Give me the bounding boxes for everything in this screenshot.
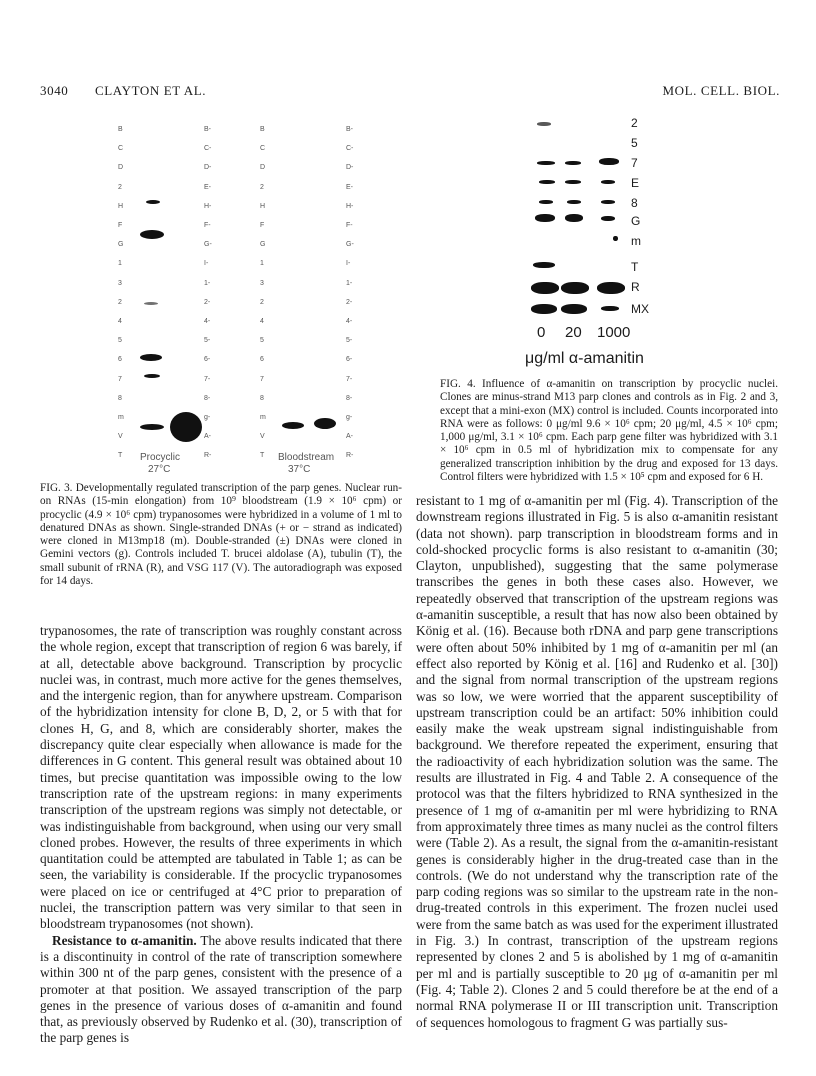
fig3-row-label: 1	[118, 260, 122, 268]
fig3-spot-procyclic-g	[140, 230, 164, 239]
page-number: 3040	[40, 83, 69, 98]
fig4-band-1000-g	[601, 216, 615, 221]
fig3-row-label: B-	[204, 126, 211, 133]
fig3-row-label: G-	[346, 241, 354, 249]
fig4-concentration-0: 0	[537, 324, 546, 341]
fig3-row-label: 6	[118, 356, 122, 364]
left-paragraph-1: trypanosomes, the rate of transcription was roughly constant across the whole region, except that transcription of region 6 was barely, if at all, detectable above background. Transcription by procyclic nuclei was, in contrast, much more active for the genes themselves, and the intergenic region, than for anywhere upstream. Comparison of the hybridization intensity for clone B, D, 2, or 5 with that for clones H, G, and 8, which are considerably shorter, makes the discrepancy quite clear especially when allowance is made for the differences in G content. This general result was obtained about 10 times, but precise quantitation was impossible owing to the low transcription rate of the upstream regions: in many experiments transcription of the upstream regions was simply not detectable, or was indistinguishable from background, when using our very small cloned probes. However, the results of three experiments in which quantitation could be attempted are tabulated in Table 1; as can be seen, the variability is considerable. If the procyclic trypanosomes were placed on ice or centrifuged at 4°C prior to preparation of nuclei, the transcription pattern was very similar to that seen in bloodstream trypanosomes (not shown).	[40, 623, 402, 932]
fig3-panel-label-bloodstream: Bloodstream	[278, 452, 335, 463]
fig3-row-label: V	[118, 433, 123, 441]
fig4-band-20-mx	[561, 304, 587, 314]
fig3-row-label: 8-	[346, 394, 353, 402]
fig4-band-0-mx	[531, 304, 557, 314]
fig4-band-0-2	[537, 122, 551, 126]
fig3-row-label: 1-	[346, 279, 353, 287]
fig3-spot-procyclic-t	[140, 424, 164, 430]
fig3-row-label: C-	[346, 145, 354, 153]
fig3-row-label: 1-	[204, 279, 211, 287]
fig4-row-label: R	[631, 280, 640, 294]
fig3-row-label: 7-	[346, 375, 353, 383]
fig3-row-label: 2-	[204, 298, 211, 306]
fig3-row-label: G-	[204, 241, 212, 249]
fig3-row-label: g-	[204, 414, 211, 421]
fig3-row-label: C-	[204, 145, 212, 153]
fig4-row-label: G	[631, 214, 641, 228]
fig3-panel-temp-procyclic: 27°C	[148, 464, 171, 475]
fig3-row-label: F-	[204, 222, 211, 229]
left-paragraph-2-container	[40, 933, 402, 1047]
fig3-row-label: 3	[260, 279, 264, 287]
fig4-band-1000-8	[601, 200, 615, 204]
fig4-row-label: 7	[631, 156, 638, 170]
fig3-row-label: B-	[346, 126, 353, 133]
fig3-spot-procyclic-r	[170, 412, 202, 442]
fig3-row-label: E-	[204, 183, 211, 191]
fig3-row-label: T	[260, 452, 265, 460]
fig3-row-label: 7	[260, 375, 264, 383]
fig3-row-label: D	[260, 164, 266, 172]
fig3-row-label: R-	[204, 452, 212, 460]
fig4-row-label: 2	[631, 116, 638, 130]
fig3-row-label: 6-	[346, 356, 353, 364]
fig3-row-label: C	[260, 145, 266, 153]
fig3-row-label: I-	[204, 260, 209, 268]
fig3-spot-procyclic-7	[140, 354, 162, 361]
fig3-spot-procyclic-h	[146, 200, 160, 204]
fig3-row-label: 4-	[346, 318, 353, 325]
fig3-row-label: T	[118, 452, 123, 460]
fig4-autoradiograph	[525, 114, 765, 376]
fig3-row-label: 5	[118, 337, 122, 345]
fig3-panel-temp-bloodstream: 37°C	[288, 464, 311, 475]
fig4-row-label: 5	[631, 136, 638, 150]
fig4-axis-label: μg/ml α-amanitin	[525, 350, 644, 367]
journal-name: MOL. CELL. BIOL.	[662, 83, 780, 98]
fig4-band-20-7	[565, 161, 581, 165]
fig3-row-label: 2	[118, 298, 122, 306]
fig3-row-label: I-	[346, 260, 351, 268]
fig3-row-label: B	[260, 126, 265, 133]
fig4-band-1000-mx	[601, 306, 619, 311]
fig3-row-label: 7-	[204, 375, 211, 383]
fig3-row-label: F	[118, 222, 123, 229]
fig3-row-label: 6-	[204, 356, 211, 364]
fig3-row-label: 4	[260, 318, 264, 325]
fig4-band-0-g	[535, 214, 555, 222]
fig3-row-label: R-	[346, 452, 354, 460]
fig3-row-label: D-	[204, 164, 212, 172]
fig4-band-1000-m	[613, 236, 618, 241]
fig3-row-label: 2	[118, 183, 122, 191]
running-authors: CLAYTON ET AL.	[95, 83, 207, 98]
fig3-row-label: F-	[346, 222, 353, 229]
left-paragraph-2: The above results indicated that there is a discontinuity in control of the rate of transcription somewhere within 300 nt of the parp genes, consistent with the presence of a promoter at that position. We assayed transcription of the parp genes in the presence of various doses of α-amanitin and found that, as previously observed by Rudenko et al. (30), transcription of the parp genes is	[40, 932, 402, 1046]
fig3-row-label: 4-	[204, 318, 211, 325]
fig3-row-label: m	[260, 414, 266, 421]
fig3-row-label: C	[118, 145, 124, 153]
fig3-row-label: E-	[346, 183, 353, 191]
fig3-row-label: m	[118, 414, 124, 421]
fig4-band-0-t	[533, 262, 555, 268]
fig3-row-label: 3	[118, 279, 122, 287]
fig4-band-0-r	[531, 282, 559, 294]
fig3-row-label: 2	[260, 183, 264, 191]
fig3-row-label: H	[260, 202, 266, 210]
fig3-row-label: 7	[118, 375, 122, 383]
fig3-spot-procyclic-8	[144, 374, 160, 378]
fig4-band-0-8	[539, 200, 553, 204]
fig3-row-label: D-	[346, 164, 354, 172]
fig3-row-label: H	[118, 202, 124, 210]
fig4-row-label: 8	[631, 196, 638, 210]
fig3-row-label: G	[260, 241, 266, 249]
fig3-row-label: D	[118, 164, 124, 172]
fig3-row-label: B	[118, 126, 123, 133]
fig3-row-label: H-	[204, 202, 212, 210]
fig3-row-label: A-	[346, 433, 353, 441]
fig3-row-label: 8	[118, 394, 122, 402]
fig4-caption: FIG. 4. Influence of α-amanitin on transcription by procyclic nuclei. Clones are minus-strand M13 parp clones and controls as in Fig. 2 and 3, except that a mini-exon (MX) control is included. Counts incorporated into RNA were as follows: 0 μg/ml 9.6 × 10⁶ cpm; 20 μg/ml, 4.5 × 10⁶ cpm; 1,000 μg/ml, 3.1 × 10⁶ cpm. Each parp gene filter was hybridized with 3.1 × 10⁶ cpm in 0.5 ml of hybridization mix to compensate for any generalized transcription inhibition by the drug and exposed for 13 days. Control filters were hybridized with 1.5 × 10⁵ cpm and exposed for 6 H.	[440, 378, 778, 484]
fig4-band-0-7	[537, 161, 555, 165]
fig4-band-20-e	[565, 180, 581, 184]
fig3-panel-label-procyclic: Procyclic	[140, 452, 181, 463]
fig3-row-label: F	[260, 222, 265, 229]
fig4-row-label: T	[631, 260, 639, 274]
fig4-band-1000-e	[601, 180, 615, 184]
fig4-band-1000-r	[597, 282, 625, 294]
fig4-band-1000-7	[599, 158, 619, 165]
fig3-row-label: A-	[204, 433, 211, 441]
section-heading-resistance: Resistance to α-amanitin.	[52, 932, 197, 948]
fig3-caption: FIG. 3. Developmentally regulated transcription of the parp genes. Nuclear run-on RNAs (15-min elongation) from 10⁹ bloodstream (1.9 × 10⁶ cpm) or procyclic (4.9 × 10⁶ cpm) trypanosomes were hybridized in a volume of 1 ml to denatured DNAs as shown. Single-stranded DNAs (+ or − strand as indicated) were cloned in M13mp18 (m). Double-stranded (±) DNAs were cloned in Gemini vectors (g). Controls included T. brucei aldolase (A), tubulin (T), the small subunit of rRNA (R), and VSG 117 (V). The autoradiograph was exposed for 14 days.	[40, 482, 402, 588]
fig3-row-label: 5-	[204, 337, 211, 345]
fig3-row-label: 2-	[346, 298, 353, 306]
fig3-row-label: 8-	[204, 394, 211, 402]
fig4-row-label: E	[631, 176, 640, 190]
fig3-row-label: 5	[260, 337, 264, 345]
fig4-band-20-r	[561, 282, 589, 294]
fig4-band-20-8	[567, 200, 581, 204]
fig4-row-label: m	[631, 234, 641, 248]
fig3-row-label: 2	[260, 298, 264, 306]
right-column	[416, 493, 778, 1031]
fig3-spot-bloodstream-t	[282, 422, 304, 429]
fig3-row-label: 8	[260, 394, 264, 402]
fig3-spot-bloodstream-r	[314, 418, 336, 429]
fig4-concentration-1000: 1000	[597, 324, 631, 341]
fig3-row-label: 4	[118, 318, 122, 325]
fig4-band-20-g	[565, 214, 583, 222]
left-column	[40, 623, 402, 1047]
fig3-row-label: V	[260, 433, 265, 441]
fig4-row-label: MX	[631, 302, 649, 316]
fig4-concentration-20: 20	[565, 324, 582, 341]
fig4-band-0-e	[539, 180, 555, 184]
fig3-row-label: H-	[346, 202, 354, 210]
fig3-row-label: G	[118, 241, 124, 249]
fig3-row-label: g-	[346, 414, 353, 421]
fig3-spot-procyclic-4	[144, 302, 158, 305]
fig3-row-label: 1	[260, 260, 264, 268]
fig3-row-label: 5-	[346, 337, 353, 345]
fig3-autoradiograph	[108, 118, 396, 478]
right-paragraph-1: resistant to 1 mg of α-amanitin per ml (Fig. 4). Transcription of the downstream regions illustrated in Fig. 5 is also α-amanitin resistant (data not shown). parp transcription in bloodstream forms and in cold-shocked procyclic forms is also resistant to α-amanitin (30; Clayton, unpublished), suggesting that the same polymerase transcribes the genes in both these cases also. However, we repeatedly observed that transcription of the upstream regions was α-amanitin susceptible, a result that has now also been obtained by König et al. (16). Because both rDNA and parp gene transcriptions were often about 50% inhibited by 1 mg of α-amanitin per ml (an effect also reported by König et al. [16] and Rudenko et al. [30]) and the signal from normal transcription of the upstream regions was so low, we were worried that the apparent susceptibility of upstream transcription could be an artifact: 50% inhibition could easily make the weak upstream signal indistinguishable from background. We therefore repeated the experiment, ensuring that the radioactivity of each hybridization solution was the same. The results are illustrated in Fig. 4 and Table 2. A consequence of the protocol was that the filters hybridized to RNA synthesized in the presence of 1 mg of α-amanitin per ml were hybridizing to RNA from approximately three times as many nuclei as the control filters were (Table 2). As a result, the signal from the α-amanitin-resistant genes is considerably higher in the drug-treated case than in the controls. (We do not understand why the transcription rate of the parp coding regions was so similar to the upstream rate in the non-drug-treated controls in this experiment. The frozen nuclei used were from the same batch as was used for the experiment illustrated in Fig. 3.) In contrast, transcription of the upstream regions represented by clones 2 and 5 is abolished by 1 mg of α-amanitin per ml and is partially susceptible to 20 μg of α-amanitin per ml (Fig. 4; Table 2). Clones 2 and 5 could therefore be at the end of a normal RNA polymerase II or III transcription unit. Transcription of sequences homologous to fragment G was partially sus-	[416, 493, 778, 1030]
fig3-row-label: 6	[260, 356, 264, 364]
